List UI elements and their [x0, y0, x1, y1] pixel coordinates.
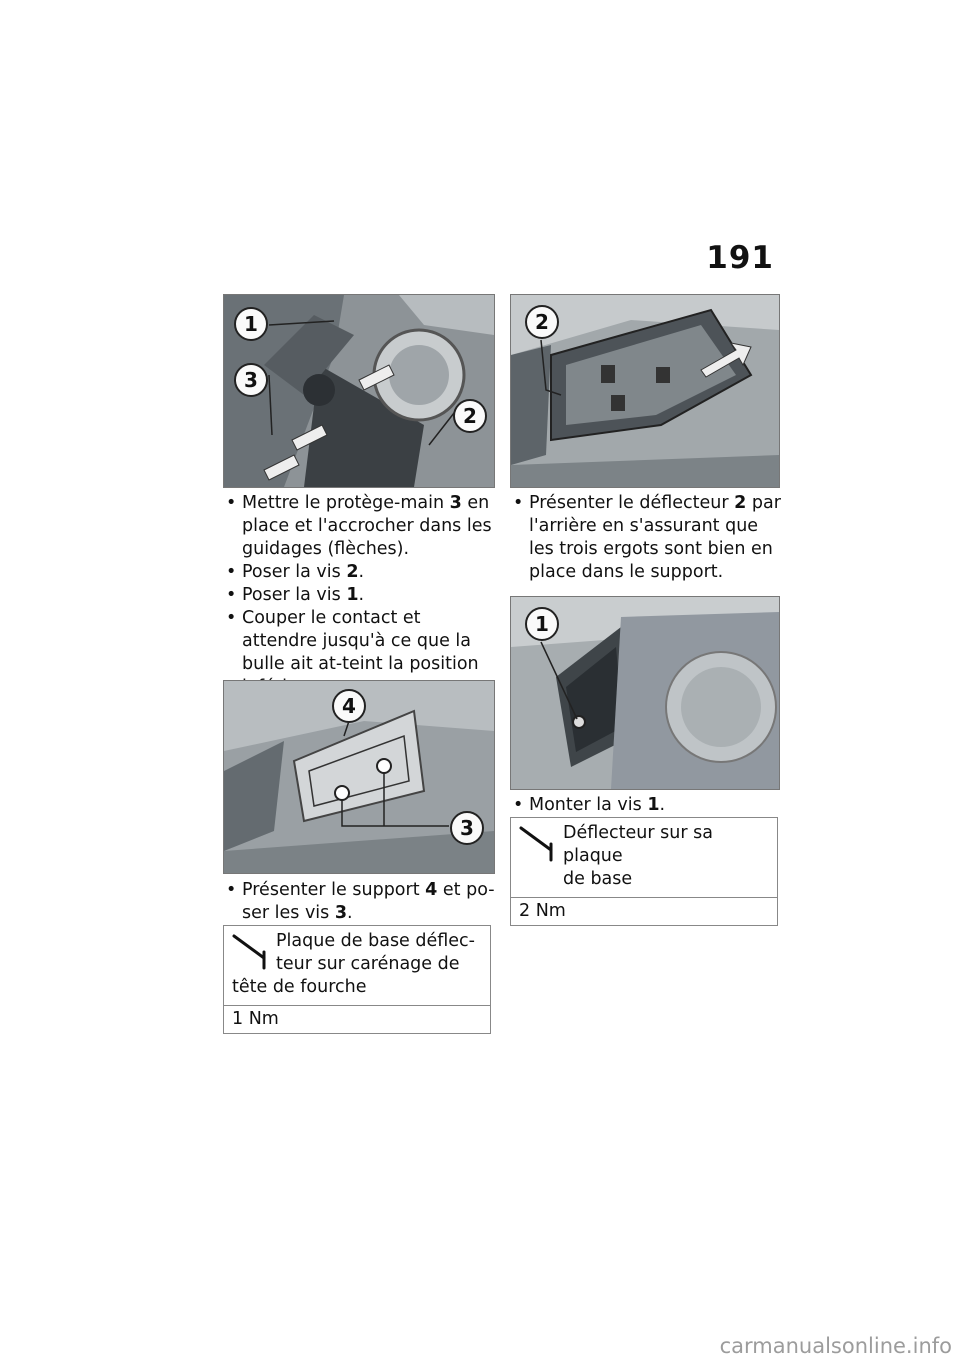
step-place-handguard: • Mettre le protège-main 3 en place et l'accrocher dans les guidages (flèches).: [223, 492, 495, 561]
callout-2: 2: [525, 305, 559, 339]
torque-wrench-icon: [230, 932, 272, 970]
steps-screw: [510, 794, 784, 817]
torque-spec-line3: tête de fourche: [232, 977, 367, 997]
step-present-support: • Présenter le support 4 et po-ser les vis 3.: [223, 879, 495, 925]
torque-table-base-plate: [223, 925, 491, 1034]
torque-value: 1 Nm: [232, 1009, 279, 1029]
figure-deflector: [510, 294, 780, 488]
step-present-deflector: • Présenter le déflecteur 2 par l'arrière en s'assurant que les trois ergots sont bien en place dans le support.: [510, 492, 784, 584]
callout-3: 3: [234, 363, 268, 397]
torque-spec-line2: de base: [563, 869, 633, 889]
watermark: carmanualsonline.info: [719, 1334, 952, 1358]
callout-3: 3: [450, 811, 484, 845]
figure-handguard: [223, 294, 495, 488]
step-screw-2: • Poser la vis 2.: [223, 561, 495, 584]
torque-wrench-icon: [517, 824, 559, 862]
torque-spec-line2: teur sur carénage de: [276, 954, 460, 974]
callout-2: 2: [453, 399, 487, 433]
torque-spec: [511, 818, 777, 898]
figure-support: [223, 680, 495, 874]
figure-screw: [510, 596, 780, 790]
torque-spec: [224, 926, 490, 1006]
torque-table-deflector: [510, 817, 778, 926]
callout-1: 1: [525, 607, 559, 641]
torque-spec-line1: Déflecteur sur sa plaque: [563, 823, 713, 866]
steps-handguard: [223, 492, 495, 699]
steps-deflector: [510, 492, 784, 584]
step-screw-1: • Poser la vis 1.: [223, 584, 495, 607]
page-number: 191: [706, 240, 774, 276]
torque-spec-line1: Plaque de base déflec-: [276, 931, 475, 951]
step-switch-off: • Couper le contact et attendre jusqu'à ce que la bulle ait at-teint la position: [223, 607, 495, 699]
callout-4: 4: [332, 689, 366, 723]
step-mount-screw: • Monter la vis 1.: [510, 794, 784, 817]
torque-value: 2 Nm: [519, 901, 566, 921]
steps-support: [223, 879, 495, 925]
callout-1: 1: [234, 307, 268, 341]
